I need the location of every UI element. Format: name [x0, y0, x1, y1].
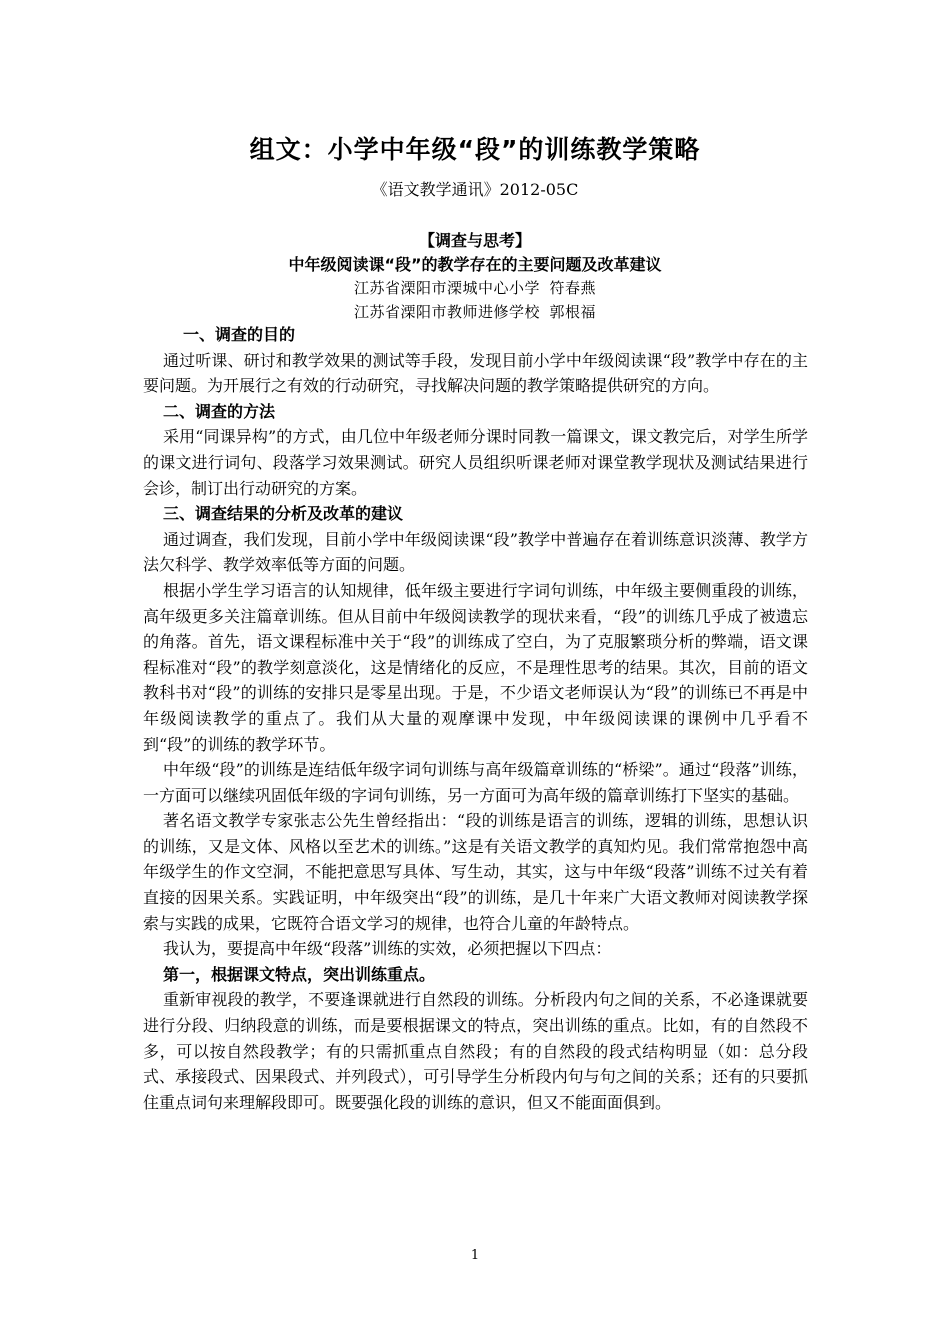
paragraph-result-4: 著名语文教学专家张志公先生曾经指出：“段的训练是语言的训练，逻辑的训练，思想认识的训练，又是文体、风格以至艺术的训练。”这是有关语文教学的真知灼见。我们常常抱怨中高年级学生的作文空洞，不能把意思写具体、写生动，其实，这与中年级“段落”训练不过关有着直接的因果关系。实践证明，中年级突出“段”的训练，是几十年来广大语文教师对阅读教学探索与实践的成果，它既符合语文学习的规律，也符合儿童的年龄特点。 — [143, 811, 808, 933]
paragraph-result-1: 通过调查，我们发现，目前小学中年级阅读课“段”教学中普遍存在着训练意识淡薄、教学方法欠科学、教学效率低等方面的问题。 — [143, 529, 808, 575]
heading-method: 二、调查的方法 — [163, 401, 276, 421]
paragraph-result-2: 根据小学生学习语言的认知规律，低年级主要进行字词句训练，中年级主要侧重段的训练，高年级更多关注篇章训练。但从目前中年级阅读教学的现状来看，“段”的训练几乎成了被遗忘的角落。首先，语文课程标准中关于“段”的训练成了空白，为了克服繁琐分析的弊端，语文课程标准对“段”的教学刻意淡化，这是情绪化的反应，不是理性思考的结果。其次，目前的语文教科书对“段”的训练的安排只是零星出现。于是，不少语文老师误认为“段”的训练已不再是中年级阅读教学的重点了。我们从大量的观摩课中发现，中年级阅读课的课例中几乎看不到“段”的训练的教学环节。 — [143, 580, 808, 754]
article-body — [143, 322, 808, 1115]
heading-purpose: 一、调查的目的 — [183, 325, 296, 344]
paragraph-result-5: 我认为，要提高中年级“段落”训练的实效，必须把握以下四点： — [163, 939, 612, 959]
page-number: 1 — [470, 1248, 480, 1263]
article-subtitle: 中年级阅读课“段”的教学存在的主要问题及改革建议 — [288, 255, 662, 274]
paragraph-purpose: 通过听课、研讨和教学效果的测试等手段，发现目前小学中年级阅读课“段”教学中存在的主要问题。为开展行之有效的行动研究，寻找解决问题的教学策略提供研究的方向。 — [143, 350, 808, 396]
document-title: 组文：小学中年级“段”的训练教学策略 — [249, 135, 701, 164]
author-line-2: 江苏省溧阳市教师进修学校 郭根福 — [353, 303, 597, 321]
paragraph-result-3: 中年级“段”的训练是连结低年级字词句训练与高年级篇章训练的“桥梁”。通过“段落”训练，一方面可以继续巩固低年级的字词句训练，另一方面可为高年级的篇章训练打下坚实的基础。 — [143, 760, 808, 805]
heading-result: 三、调查结果的分析及改革的建议 — [163, 504, 404, 524]
paragraph-method: 采用“同课异构”的方式，由几位中年级老师分课时同教一篇课文，课文教完后，对学生所学的课文进行词句、段落学习效果测试。研究人员组织听课老师对课堂教学现状及测试结果进行会诊，制订出行动研究的方案。 — [143, 427, 808, 498]
paragraph-point-1: 重新审视段的教学，不要逢课就进行自然段的训练。分析段内句之间的关系，不必逢课就要进行分段、归纳段意的训练，而是要根据课文的特点，突出训练的重点。比如，有的自然段不多，可以按自然段教学；有的只需抓重点自然段；有的自然段的段式结构明显（如：总分段式、承接段式、因果段式、并列段式），可引导学生分析段内句与句之间的关系；还有的只要抓住重点词句来理解段即可。既要强化段的训练的意识，但又不能面面俱到。 — [143, 990, 808, 1112]
source-citation: 《语文教学通讯》2012-05C — [371, 180, 579, 199]
section-tag: 【调查与思考】 — [418, 231, 531, 250]
point-1-heading: 第一，根据课文特点，突出训练重点。 — [163, 964, 436, 984]
author-line-1: 江苏省溧阳市溧城中心小学 符春燕 — [353, 279, 597, 297]
